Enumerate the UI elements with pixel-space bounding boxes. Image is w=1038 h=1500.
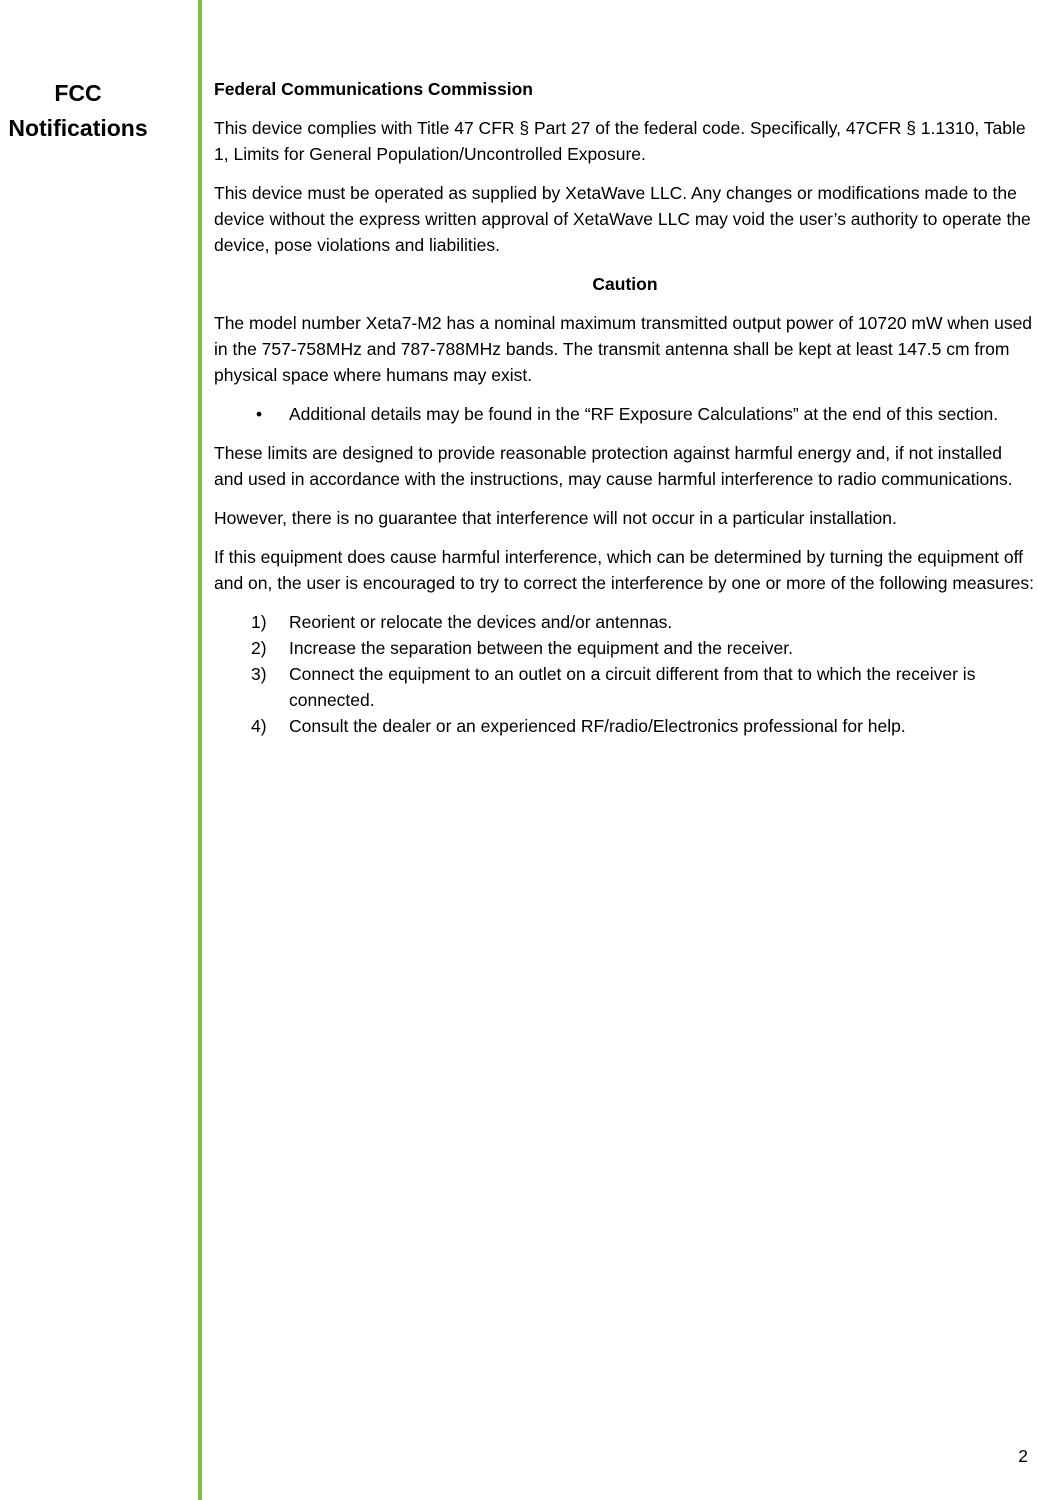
list-item bbox=[214, 635, 1036, 661]
list-text: Consult the dealer or an experienced RF/radio/Electronics professional for help. bbox=[289, 716, 906, 736]
list-item bbox=[214, 661, 1036, 713]
bullet-list bbox=[214, 401, 1036, 427]
section-title-line-1: FCC bbox=[54, 80, 102, 106]
power-paragraph: The model number Xeta7-M2 has a nominal maximum transmitted output power of 10720 mW when used in the 757-758MHz and 787-788MHz bands. The transmit antenna shall be kept at least 147.5 cm from physical space where humans may exist. bbox=[214, 313, 1033, 385]
main-content bbox=[214, 76, 1036, 739]
measures-list bbox=[214, 609, 1036, 739]
modification-paragraph: This device must be operated as supplied by XetaWave LLC. Any changes or modifications made to the device without the express written approval of XetaWave LLC may void the user’s authority to operate the device, pose violations and liabilities. bbox=[214, 183, 1031, 255]
section-title bbox=[0, 76, 156, 146]
list-item bbox=[214, 609, 1036, 635]
measures-intro-paragraph: If this equipment does cause harmful interference, which can be determined by turning the equipment off and on, the user is encouraged to try to correct the interference by one or more of the following measures: bbox=[214, 547, 1035, 593]
list-text: Increase the separation between the equipment and the receiver. bbox=[289, 638, 793, 658]
bullet-marker: • bbox=[256, 404, 263, 424]
list-number: 1) bbox=[251, 612, 267, 632]
list-text: Connect the equipment to an outlet on a circuit different from that to which the receiver is connected. bbox=[289, 664, 976, 710]
page-number: 2 bbox=[1018, 1446, 1028, 1466]
caution-heading: Caution bbox=[592, 274, 658, 294]
list-item bbox=[214, 401, 1036, 427]
list-number: 4) bbox=[251, 716, 267, 736]
fcc-heading: Federal Communications Commission bbox=[214, 79, 533, 99]
guarantee-paragraph: However, there is no guarantee that interference will not occur in a particular installation. bbox=[214, 508, 897, 528]
list-item bbox=[214, 713, 1036, 739]
compliance-paragraph: This device complies with Title 47 CFR § Part 27 of the federal code. Specifically, 47CFR § 1.1310, Table 1, Limits for General Population/Uncontrolled Exposure. bbox=[214, 118, 1026, 164]
list-text: Reorient or relocate the devices and/or antennas. bbox=[289, 612, 673, 632]
limits-paragraph: These limits are designed to provide reasonable protection against harmful energy and, if not installed and used in accordance with the instructions, may cause harmful interference to radio communications. bbox=[214, 443, 1013, 489]
section-title-line-2: Notifications bbox=[8, 115, 148, 141]
list-number: 2) bbox=[251, 638, 267, 658]
green-divider-line bbox=[198, 0, 202, 1500]
bullet-text: Additional details may be found in the “RF Exposure Calculations” at the end of this section. bbox=[289, 404, 999, 424]
list-number: 3) bbox=[251, 664, 267, 684]
